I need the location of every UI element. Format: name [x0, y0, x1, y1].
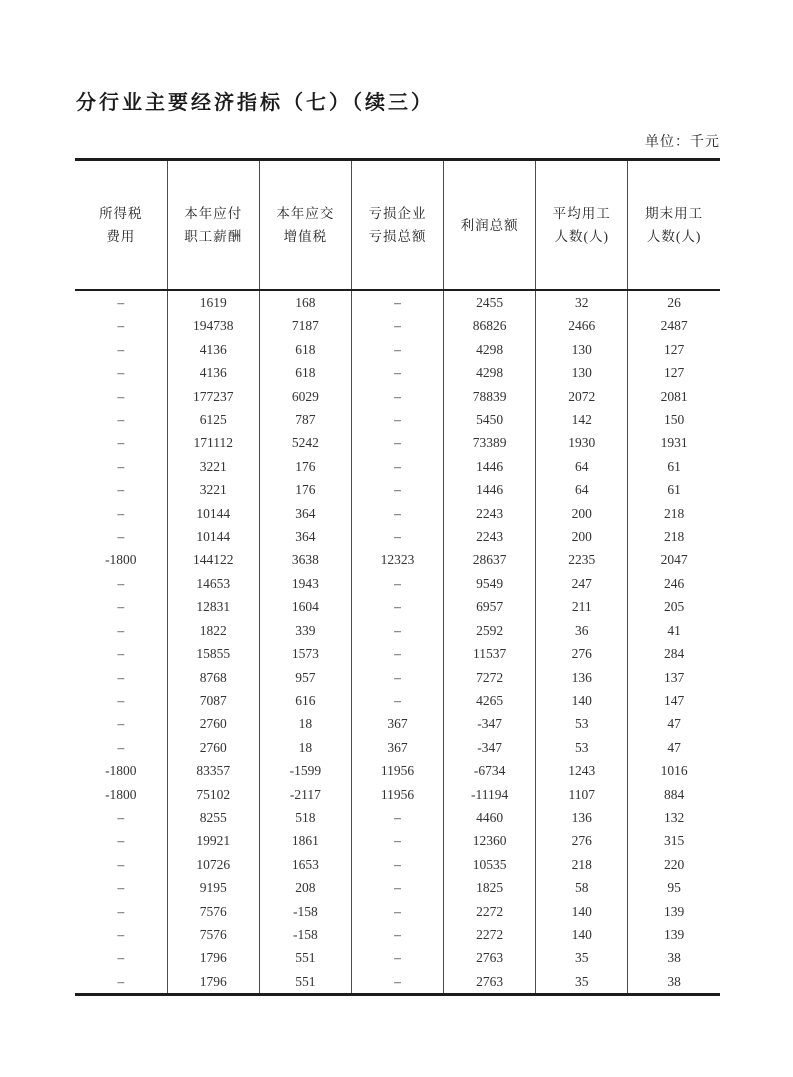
column-header-3: [259, 160, 351, 291]
table-cell: –: [117, 903, 125, 919]
table-cell: –: [351, 502, 443, 525]
table-cell: 28637: [444, 548, 536, 571]
table-cell: 12831: [167, 595, 259, 618]
table-cell: 18: [259, 736, 351, 759]
table-cell: 11537: [444, 642, 536, 665]
column-header-5: [444, 160, 536, 291]
table-cell: 11956: [351, 783, 443, 806]
table-cell: –: [351, 923, 443, 946]
table-header: [75, 160, 720, 291]
table-cell: -1800: [105, 763, 137, 779]
column-header-line: 增值税: [283, 229, 328, 244]
table-cell: 12323: [351, 548, 443, 571]
table-cell: 35: [536, 970, 628, 995]
table-cell: 1446: [444, 455, 536, 478]
table-row: [75, 595, 720, 618]
table-cell: 884: [628, 783, 720, 806]
table-cell: 1016: [628, 759, 720, 782]
table-cell: 2081: [628, 385, 720, 408]
table-body: [75, 290, 720, 995]
unit-label: 单位：千元: [645, 135, 720, 150]
table-cell: –: [117, 809, 125, 825]
column-header-line: 职工薪酬: [184, 229, 243, 244]
table-cell: –: [117, 412, 125, 428]
table-cell: -158: [259, 900, 351, 923]
table-cell: –: [351, 361, 443, 384]
table-cell: –: [351, 853, 443, 876]
table-cell: 9549: [444, 572, 536, 595]
table-row: [75, 829, 720, 852]
table-cell: 6957: [444, 595, 536, 618]
table-cell: -1599: [259, 759, 351, 782]
table-cell: 1930: [536, 431, 628, 454]
table-cell: -6734: [444, 759, 536, 782]
table-cell: 64: [536, 455, 628, 478]
table-cell: 2592: [444, 619, 536, 642]
table-cell: -11194: [444, 783, 536, 806]
table-cell: 171112: [167, 431, 259, 454]
table-cell: 139: [628, 900, 720, 923]
table-cell: 26: [628, 290, 720, 314]
table-cell: 15855: [167, 642, 259, 665]
table-cell: 53: [536, 712, 628, 735]
table-cell: –: [351, 525, 443, 548]
table-cell: 218: [536, 853, 628, 876]
table-cell: 4136: [167, 338, 259, 361]
table-cell: –: [351, 595, 443, 618]
table-cell: -347: [444, 736, 536, 759]
table-cell: 95: [628, 876, 720, 899]
table-row: [75, 946, 720, 969]
table-cell: 32: [536, 290, 628, 314]
table-cell: 618: [259, 361, 351, 384]
table-cell: 47: [628, 736, 720, 759]
table-cell: 7576: [167, 900, 259, 923]
table-cell: –: [351, 689, 443, 712]
table-cell: 551: [259, 970, 351, 995]
table-cell: –: [117, 505, 125, 521]
table-cell: 616: [259, 689, 351, 712]
table-cell: 1931: [628, 431, 720, 454]
table-row: [75, 876, 720, 899]
table-cell: 10144: [167, 525, 259, 548]
column-header-line: 本年应付: [184, 206, 243, 221]
table-cell: 367: [351, 712, 443, 735]
table-row: [75, 970, 720, 995]
column-header-7: [628, 160, 720, 291]
table-cell: 4298: [444, 361, 536, 384]
table-cell: –: [117, 458, 125, 474]
table-header-row: [75, 160, 720, 291]
table-cell: 3221: [167, 455, 259, 478]
table-cell: 787: [259, 408, 351, 431]
table-row: [75, 689, 720, 712]
table-cell: –: [117, 973, 125, 989]
table-cell: 35: [536, 946, 628, 969]
table-cell: 132: [628, 806, 720, 829]
table-cell: 1107: [536, 783, 628, 806]
table-cell: 147: [628, 689, 720, 712]
table-row: [75, 455, 720, 478]
table-cell: 1796: [167, 970, 259, 995]
table-row: [75, 783, 720, 806]
column-header-4: [351, 160, 443, 291]
table-cell: 2272: [444, 923, 536, 946]
table-row: [75, 923, 720, 946]
table-row: [75, 853, 720, 876]
table-cell: 1825: [444, 876, 536, 899]
table-cell: 3221: [167, 478, 259, 501]
table-cell: 64: [536, 478, 628, 501]
table-cell: 364: [259, 525, 351, 548]
table-cell: –: [351, 572, 443, 595]
table-cell: 127: [628, 338, 720, 361]
table-cell: 276: [536, 642, 628, 665]
column-header-line: 费用: [106, 229, 136, 244]
column-header-line: 利润总额: [460, 217, 519, 233]
table-cell: 1653: [259, 853, 351, 876]
table-cell: 140: [536, 923, 628, 946]
table-cell: 73389: [444, 431, 536, 454]
table-cell: 140: [536, 900, 628, 923]
table-cell: –: [117, 435, 125, 451]
table-cell: 364: [259, 502, 351, 525]
table-cell: –: [351, 642, 443, 665]
table-cell: 9195: [167, 876, 259, 899]
table-cell: 1796: [167, 946, 259, 969]
table-cell: 247: [536, 572, 628, 595]
table-cell: –: [351, 666, 443, 689]
column-header-line: 所得税: [99, 206, 143, 221]
table-cell: 86826: [444, 314, 536, 337]
column-header-line: 期末用工: [645, 206, 704, 221]
table-cell: 208: [259, 876, 351, 899]
table-cell: –: [117, 926, 125, 942]
table-cell: –: [351, 455, 443, 478]
table-cell: –: [117, 669, 125, 685]
table-cell: 2487: [628, 314, 720, 337]
column-header-2: [167, 160, 259, 291]
table-cell: 200: [536, 502, 628, 525]
column-header-6: [536, 160, 628, 291]
table-cell: –: [117, 295, 125, 310]
table-cell: –: [117, 692, 125, 708]
table-row: [75, 642, 720, 665]
table-cell: 218: [628, 525, 720, 548]
table-cell: 127: [628, 361, 720, 384]
table-cell: 2760: [167, 736, 259, 759]
table-cell: 130: [536, 338, 628, 361]
table-cell: –: [117, 318, 125, 334]
column-header-line: 亏损企业: [368, 206, 427, 221]
table-cell: –: [117, 599, 125, 615]
table-cell: –: [117, 716, 125, 732]
table-cell: 1619: [167, 290, 259, 314]
table-cell: 8255: [167, 806, 259, 829]
column-header-line: 人数(人): [554, 229, 610, 244]
table-cell: –: [351, 970, 443, 995]
table-cell: –: [117, 880, 125, 896]
table-cell: 136: [536, 666, 628, 689]
table-cell: 618: [259, 338, 351, 361]
table-cell: 2047: [628, 548, 720, 571]
table-row: [75, 314, 720, 337]
table-cell: 2272: [444, 900, 536, 923]
table-cell: 4265: [444, 689, 536, 712]
table-cell: 2243: [444, 525, 536, 548]
table-cell: 150: [628, 408, 720, 431]
table-cell: -2117: [259, 783, 351, 806]
table-cell: 14653: [167, 572, 259, 595]
table-cell: 339: [259, 619, 351, 642]
table-cell: 7576: [167, 923, 259, 946]
table-cell: 176: [259, 455, 351, 478]
table-cell: 10144: [167, 502, 259, 525]
table-cell: –: [351, 478, 443, 501]
table-cell: 4460: [444, 806, 536, 829]
column-header-line: 人数(人): [646, 229, 702, 244]
table-cell: 957: [259, 666, 351, 689]
table-row: [75, 736, 720, 759]
table-cell: 176: [259, 478, 351, 501]
table-cell: –: [351, 314, 443, 337]
table-row: [75, 361, 720, 384]
table-cell: –: [117, 388, 125, 404]
table-cell: –: [351, 829, 443, 852]
table-cell: 53: [536, 736, 628, 759]
table-cell: 2235: [536, 548, 628, 571]
table-cell: 47: [628, 712, 720, 735]
table-cell: 18: [259, 712, 351, 735]
table-cell: 1573: [259, 642, 351, 665]
table-cell: -1800: [105, 552, 137, 568]
table-cell: 200: [536, 525, 628, 548]
page-title: 分行业主要经济指标（七）（续三）: [76, 92, 434, 114]
table-row: [75, 290, 720, 314]
table-cell: –: [351, 876, 443, 899]
column-header-1: [75, 160, 167, 291]
table-cell: 218: [628, 502, 720, 525]
table-cell: –: [117, 739, 125, 755]
table-cell: 75102: [167, 783, 259, 806]
table-cell: 3638: [259, 548, 351, 571]
table-cell: 142: [536, 408, 628, 431]
table-cell: 1446: [444, 478, 536, 501]
table-cell: 367: [351, 736, 443, 759]
table-row: [75, 900, 720, 923]
table-cell: 2760: [167, 712, 259, 735]
table-row: [75, 502, 720, 525]
table-row: [75, 712, 720, 735]
table-cell: –: [117, 529, 125, 545]
table-cell: –: [351, 946, 443, 969]
table-cell: 36: [536, 619, 628, 642]
table-cell: 205: [628, 595, 720, 618]
table-cell: 551: [259, 946, 351, 969]
table-cell: –: [351, 385, 443, 408]
table-cell: 4298: [444, 338, 536, 361]
table-cell: 8768: [167, 666, 259, 689]
table-cell: 61: [628, 478, 720, 501]
table-row: [75, 548, 720, 571]
table-cell: –: [117, 646, 125, 662]
table-cell: 276: [536, 829, 628, 852]
table-cell: 177237: [167, 385, 259, 408]
table-cell: 1243: [536, 759, 628, 782]
table-cell: –: [117, 341, 125, 357]
table-row: [75, 525, 720, 548]
table-cell: 6029: [259, 385, 351, 408]
table-cell: 284: [628, 642, 720, 665]
table-cell: –: [351, 408, 443, 431]
table-cell: –: [117, 856, 125, 872]
table-cell: 7087: [167, 689, 259, 712]
table-row: [75, 666, 720, 689]
table-cell: 5450: [444, 408, 536, 431]
table-cell: 144122: [167, 548, 259, 571]
table-cell: 1822: [167, 619, 259, 642]
table-cell: –: [117, 482, 125, 498]
table-cell: 1943: [259, 572, 351, 595]
table-cell: 19921: [167, 829, 259, 852]
column-header-line: 平均用工: [552, 206, 611, 221]
table-row: [75, 431, 720, 454]
table-row: [75, 619, 720, 642]
table-cell: 6125: [167, 408, 259, 431]
table-cell: 58: [536, 876, 628, 899]
table-cell: 83357: [167, 759, 259, 782]
table-cell: 211: [536, 595, 628, 618]
table-cell: 168: [259, 290, 351, 314]
table-cell: 315: [628, 829, 720, 852]
table-row: [75, 338, 720, 361]
table-cell: 1604: [259, 595, 351, 618]
table-cell: 194738: [167, 314, 259, 337]
table-cell: -347: [444, 712, 536, 735]
table-cell: –: [117, 365, 125, 381]
table-cell: 1861: [259, 829, 351, 852]
table-cell: 130: [536, 361, 628, 384]
table-cell: –: [351, 431, 443, 454]
table-row: [75, 385, 720, 408]
table-row: [75, 572, 720, 595]
table-cell: 38: [628, 970, 720, 995]
table-cell: 139: [628, 923, 720, 946]
table-cell: –: [351, 290, 443, 314]
table-cell: 136: [536, 806, 628, 829]
table-cell: 2466: [536, 314, 628, 337]
table-cell: 246: [628, 572, 720, 595]
table-cell: 78839: [444, 385, 536, 408]
table-row: [75, 806, 720, 829]
table-cell: 61: [628, 455, 720, 478]
table-cell: 2072: [536, 385, 628, 408]
economic-indicators-table: [75, 158, 720, 996]
table-cell: 140: [536, 689, 628, 712]
table-cell: –: [117, 575, 125, 591]
table-cell: 2763: [444, 970, 536, 995]
table-cell: –: [117, 622, 125, 638]
table-cell: –: [351, 900, 443, 923]
table-cell: –: [351, 806, 443, 829]
table-cell: 2455: [444, 290, 536, 314]
table-cell: 2243: [444, 502, 536, 525]
table-cell: –: [351, 619, 443, 642]
table-cell: 518: [259, 806, 351, 829]
column-header-line: 亏损总额: [368, 229, 427, 244]
table-cell: –: [117, 833, 125, 849]
table-cell: -1800: [105, 786, 137, 802]
table-cell: 10726: [167, 853, 259, 876]
table-row: [75, 759, 720, 782]
table-cell: 41: [628, 619, 720, 642]
table-cell: 2763: [444, 946, 536, 969]
table-cell: 7272: [444, 666, 536, 689]
table-cell: -158: [259, 923, 351, 946]
table-cell: 4136: [167, 361, 259, 384]
table-row: [75, 408, 720, 431]
column-header-line: 本年应交: [276, 206, 335, 221]
table-cell: 12360: [444, 829, 536, 852]
table-cell: 220: [628, 853, 720, 876]
table-cell: 137: [628, 666, 720, 689]
table-cell: 11956: [351, 759, 443, 782]
table-cell: –: [117, 950, 125, 966]
table-cell: 7187: [259, 314, 351, 337]
table-cell: 38: [628, 946, 720, 969]
table-cell: 10535: [444, 853, 536, 876]
table-cell: 5242: [259, 431, 351, 454]
table-row: [75, 478, 720, 501]
table-cell: –: [351, 338, 443, 361]
